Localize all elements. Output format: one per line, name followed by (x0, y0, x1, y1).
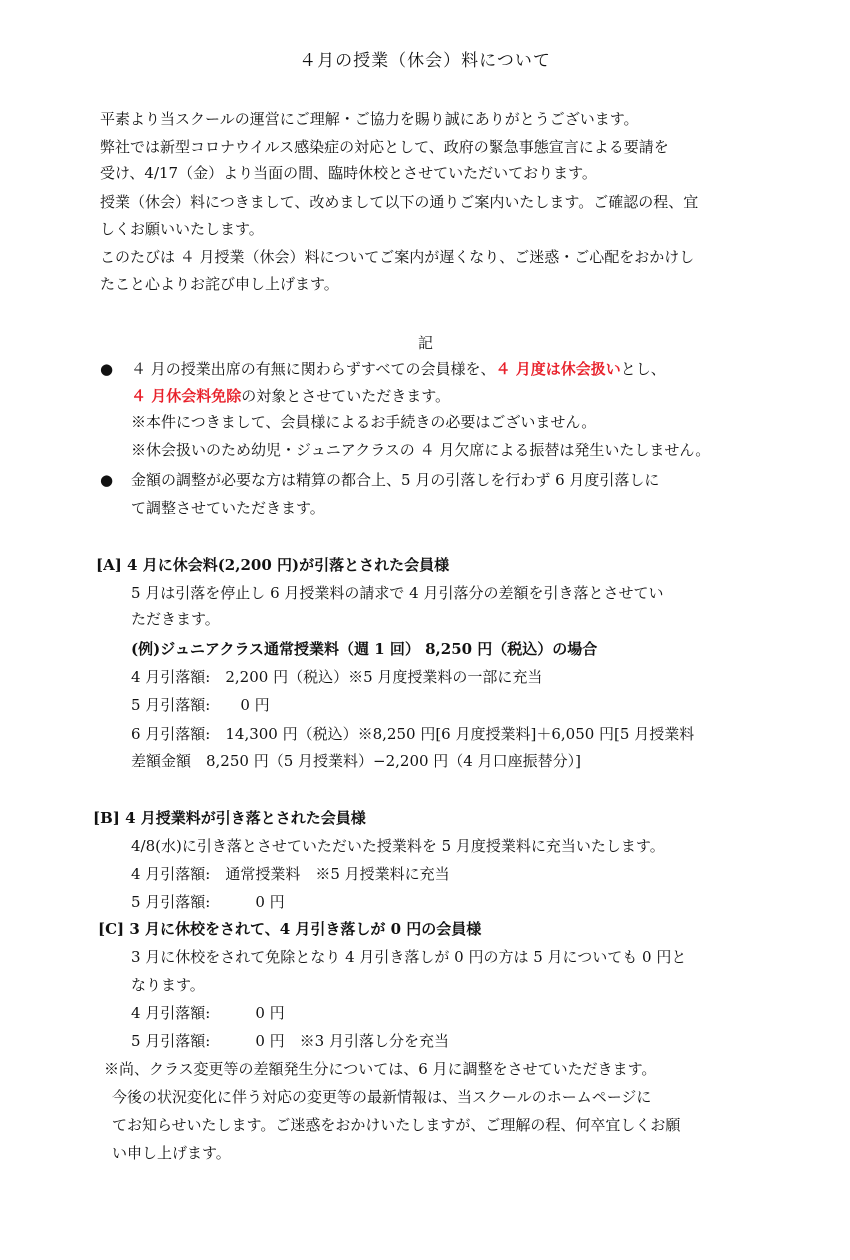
intro-line-2: 弊社では新型コロナウイルス感染症の対応として、政府の緊急事態宣言による要請を (100, 138, 669, 156)
intro-line-4: 授業（休会）料につきまして、改めまして以下の通りご案内いたします。ご確認の程、宜 (100, 193, 699, 211)
section-a-heading: [A] 4 月に休会料(2,200 円)が引落とされた会員様 (96, 556, 450, 574)
section-b-heading: [B] 4 月授業料が引き落とされた会員様 (93, 809, 366, 827)
footer-line-1: ※尚、クラス変更等の差額発生分については、6 月に調整をさせていただきます。 (104, 1060, 657, 1078)
bullet1-line2 (131, 385, 450, 407)
footer-line-2: 今後の状況変化に伴う対応の変更等の最新情報は、当スクールのホームページに (112, 1088, 652, 1106)
intro-line-6: このたびは ４ 月授業（休会）料についてご案内が遅くなり、ご迷惑・ご心配をおかけし (100, 248, 695, 266)
bullet1-text-c: の対象とさせていただきます。 (241, 387, 451, 405)
section-a-row-3: 6 月引落額: 14,300 円（税込）※8,250 円[6 月度授業料]＋6,050 円[5 月授業料 (131, 725, 695, 743)
page-title: ４月の授業（休会）料について (299, 51, 551, 71)
section-a-row-1: 4 月引落額: 2,200 円（税込）※5 月度授業料の一部に充当 (131, 668, 543, 686)
section-b-row-2: 5 月引落額: 0 円 (131, 893, 285, 911)
section-a-example: (例)ジュニアクラス通常授業料（週 1 回） 8,250 円（税込）の場合 (131, 640, 598, 658)
ki-mark: 記 (418, 334, 434, 352)
footer-line-3: てお知らせいたします。ご迷惑をおかけいたしますが、ご理解の程、何卒宜しくお願 (112, 1116, 681, 1134)
section-a-row-4: 差額金額 8,250 円（5 月授業料）−2,200 円（4 月口座振替分）] (131, 752, 581, 770)
section-c-heading: [C] 3 月に休校をされて、4 月引き落しが 0 円の会員様 (98, 920, 482, 938)
bullet1-note-2: ※休会扱いのため幼児・ジュニアクラスの ４ 月欠席による振替は発生いたしません。 (131, 441, 711, 459)
bullet-icon: ● (100, 471, 114, 489)
bullet1-text-b: とし、 (620, 360, 666, 378)
section-c-row-2: 5 月引落額: 0 円 ※3 月引落し分を充当 (131, 1032, 449, 1050)
section-b-body-1: 4/8(水)に引き落とさせていただいた授業料を 5 月度授業料に充当いたします。 (131, 837, 665, 855)
bullet1-note-1: ※本件につきまして、会員様によるお手続きの必要はございません。 (131, 413, 597, 431)
intro-line-7: たこと心よりお詫び申し上げます。 (100, 275, 339, 293)
section-b-row-1: 4 月引落額: 通常授業料 ※5 月授業料に充当 (131, 865, 450, 883)
bullet2-line2: て調整させていただきます。 (131, 499, 325, 517)
intro-line-5: しくお願いいたします。 (100, 220, 264, 238)
bullet1-line1 (131, 358, 666, 380)
intro-line-3: 受け、4/17（金）より当面の間、臨時休校とさせていただいております。 (100, 164, 597, 182)
bullet1-emphasis-1: ４ 月度は休会扱い (495, 360, 621, 378)
bullet-icon: ● (100, 360, 114, 378)
section-a-body-2: ただきます。 (131, 610, 220, 628)
intro-line-1: 平素より当スクールの運営にご理解・ご協力を賜り誠にありがとうございます。 (100, 110, 639, 128)
section-a-row-2: 5 月引落額: 0 円 (131, 696, 270, 714)
bullet1-emphasis-2: ４ 月休会料免除 (131, 387, 242, 405)
bullet1-text-a: ４ 月の授業出席の有無に関わらずすべての会員様を、 (131, 360, 496, 378)
bullet2-line1: 金額の調整が必要な方は精算の都合上、5 月の引落しを行わず 6 月度引落しに (131, 471, 660, 489)
section-a-body-1: 5 月は引落を停止し 6 月授業料の請求で 4 月引落分の差額を引き落とさせてい (131, 584, 664, 602)
section-c-row-1: 4 月引落額: 0 円 (131, 1004, 285, 1022)
section-c-body-2: なります。 (131, 976, 205, 994)
footer-line-4: い申し上げます。 (112, 1144, 231, 1162)
section-c-body-1: 3 月に休校をされて免除となり 4 月引き落しが 0 円の方は 5 月についても 0 円と (131, 948, 687, 966)
